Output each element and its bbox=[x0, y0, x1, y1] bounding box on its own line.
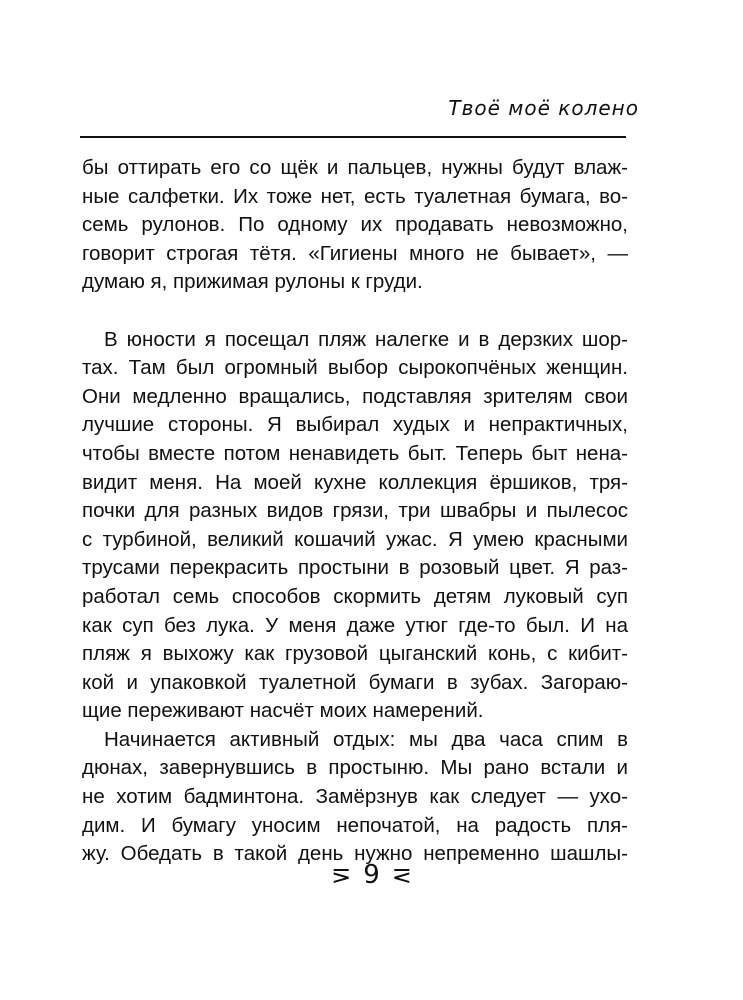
text-line: В юности я посещал пляж налегке и в дерзких шор- bbox=[104, 327, 628, 351]
text-line: Они медленно вращались, подставляя зрителям свои bbox=[82, 384, 628, 408]
running-title: Твоё моё колено bbox=[448, 96, 639, 120]
folio-ornament-right-icon: ⋜ bbox=[391, 861, 412, 889]
text-line: как суп без лука. У меня даже утюг где-то был. И на bbox=[82, 613, 628, 637]
text-line: пляж я выхожу как грузовой цыганский конь, с кибит- bbox=[82, 642, 628, 666]
page-number: 9 bbox=[363, 860, 380, 890]
text-line: кой и упаковкой туалетной бумаги в зубах. Загораю- bbox=[82, 670, 628, 694]
text-line: тах. Там был огромный выбор сырокопчёных женщин. bbox=[82, 356, 628, 380]
text-line: бы оттирать его со щёк и пальцев, нужны будут влаж- bbox=[82, 156, 628, 179]
text-line: дим. И бумагу уносим непочатой, на радость пля- bbox=[82, 813, 628, 837]
text-line: семь рулонов. По одному их продавать невозможно, bbox=[82, 213, 628, 237]
text-line: не хотим бадминтона. Замёрзнув как следует — ухо- bbox=[82, 785, 628, 809]
header-rule bbox=[80, 136, 626, 138]
text-line: Начинается активный отдых: мы два часа спим в bbox=[104, 727, 628, 751]
text-line: дюнах, завернувшись в простыню. Мы рано встали и bbox=[82, 756, 628, 780]
text-line: ные салфетки. Их тоже нет, есть туалетная бумага, во- bbox=[82, 184, 628, 208]
folio-ornament-left-icon: ⋝ bbox=[331, 861, 352, 889]
text-line: с турбиной, великий кошачий ужас. Я умею красными bbox=[82, 527, 628, 551]
text-line: щие переживают насчёт моих намерений. bbox=[82, 699, 484, 723]
text-line: работал семь способов скормить детям луковый суп bbox=[82, 584, 628, 608]
text-line: думаю я, прижимая рулоны к груди. bbox=[82, 270, 423, 294]
text-line: видит меня. На моей кухне коллекция ёршиков, тря- bbox=[82, 470, 628, 494]
text-line: почки для разных видов грязи, три швабры и пылесос bbox=[82, 499, 628, 523]
page-number-footer bbox=[0, 860, 743, 890]
text-line: говорит строгая тётя. «Гигиены много не бывает», — bbox=[82, 241, 628, 265]
text-line: чтобы вместе потом ненавидеть быт. Теперь быт нена- bbox=[82, 441, 628, 465]
text-line: лучшие стороны. Я выбирал худых и непрактичных, bbox=[82, 413, 628, 437]
text-line: трусами перекрасить простыни в розовый цвет. Я раз- bbox=[82, 556, 628, 580]
body-text bbox=[82, 154, 628, 869]
text-line: жу. Обедать в такой день нужно непременно шашлы- bbox=[82, 842, 628, 866]
paragraph-gap bbox=[82, 297, 628, 326]
